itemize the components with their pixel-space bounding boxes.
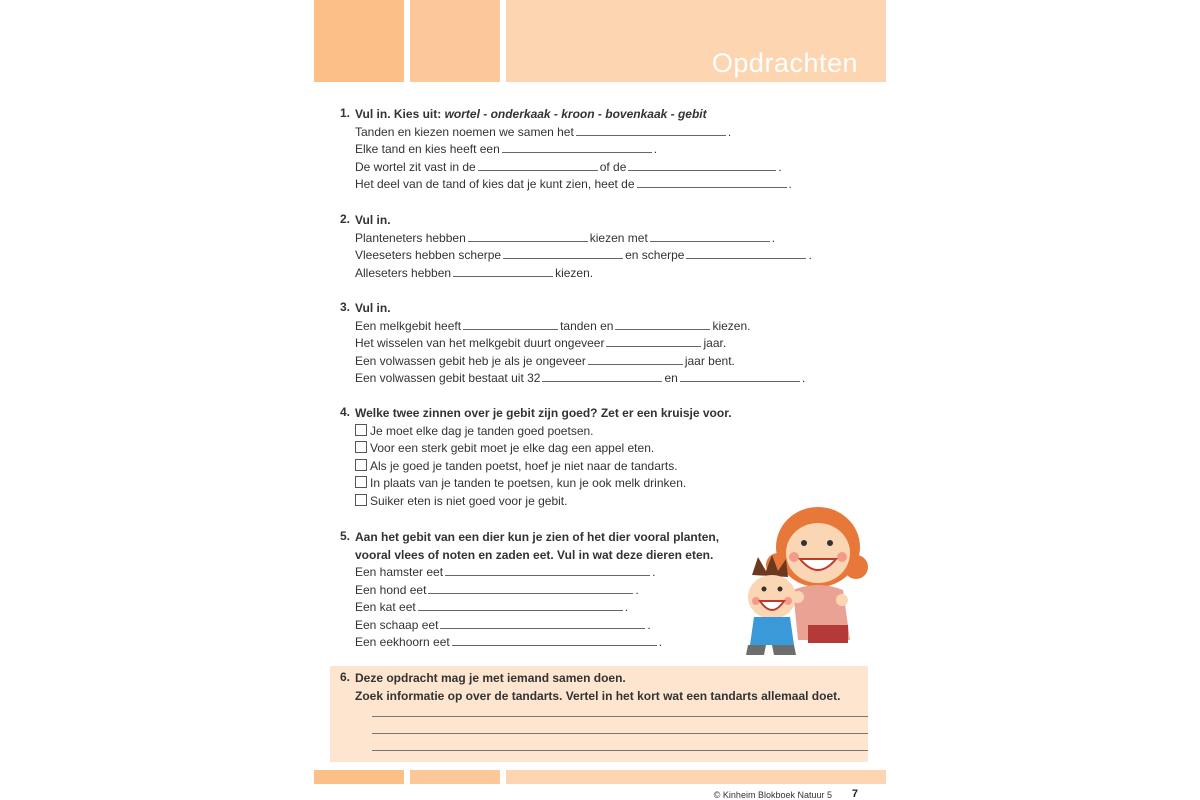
question-2 <box>340 212 812 282</box>
fill-line: Tanden en kiezen noemen we samen het . <box>355 124 732 139</box>
question-heading-line-1: Aan het gebit van een dier kun je zien of het dier vooral planten, <box>355 530 720 544</box>
checkbox[interactable] <box>355 476 367 488</box>
fill-line: Een melkgebit heeft tanden en kiezen. <box>355 318 751 333</box>
fill-line: Vleeseters hebben scherpe en scherpe . <box>355 248 812 262</box>
fill-line: Het wisselen van het melkgebit duurt ongeveer jaar. <box>355 336 727 350</box>
fill-line: Een schaap eet . <box>355 617 651 632</box>
question-heading: Vul in. <box>355 213 391 227</box>
checkbox-option: Als je goed je tanden poetst, hoef je niet naar de tandarts. <box>355 458 732 476</box>
fill-line: De wortel zit vast in de of de . <box>355 159 782 174</box>
answer-blank[interactable] <box>588 353 683 365</box>
fill-line: Een volwassen gebit heb je als je ongeveer jaar bent. <box>355 353 735 368</box>
question-number: 1. <box>340 106 351 120</box>
question-6-box <box>330 666 868 762</box>
answer-blank[interactable] <box>453 265 553 277</box>
question-number: 4. <box>340 405 351 419</box>
question-number: 3. <box>340 300 351 314</box>
question-number: 6. <box>340 670 351 684</box>
question-number: 5. <box>340 529 351 543</box>
fill-line: Het deel van de tand of kies dat je kunt zien, heet de . <box>355 177 792 191</box>
question-1 <box>340 106 792 194</box>
writing-line[interactable] <box>372 716 868 717</box>
answer-blank[interactable] <box>452 634 657 646</box>
question-6 <box>340 670 840 705</box>
question-heading-line-1: Deze opdracht mag je met iemand samen doen. <box>355 671 626 685</box>
header-block-2 <box>410 0 500 82</box>
checkbox[interactable] <box>355 494 367 506</box>
writing-line[interactable] <box>372 750 868 751</box>
answer-blank[interactable] <box>428 582 633 594</box>
question-number: 2. <box>340 212 351 226</box>
answer-blank[interactable] <box>628 159 776 171</box>
question-5 <box>340 529 719 652</box>
question-heading: Welke twee zinnen over je gebit zijn goed? Zet er een kruisje voor. <box>355 406 732 420</box>
fill-line: Planteneters hebben kiezen met . <box>355 230 776 245</box>
footer-block-2 <box>410 770 500 784</box>
answer-blank[interactable] <box>606 335 701 347</box>
checkbox-option: Voor een sterk gebit moet je elke dag een appel eten. <box>355 440 732 458</box>
answer-blank[interactable] <box>637 176 787 188</box>
word-bank: wortel - onderkaak - kroon - bovenkaak - gebit <box>444 107 707 121</box>
copyright-text: © Kinheim Blokboek Natuur 5 <box>713 790 832 800</box>
answer-blank[interactable] <box>463 318 558 330</box>
answer-blank[interactable] <box>650 230 770 242</box>
answer-blank[interactable] <box>680 370 800 382</box>
header-block-1 <box>314 0 404 82</box>
question-heading: Vul in. Kies uit: wortel - onderkaak - kroon - bovenkaak - gebit <box>355 107 707 121</box>
checkbox-option: Je moet elke dag je tanden goed poetsen. <box>355 423 732 441</box>
checkbox-option: In plaats van je tanden te poetsen, kun je ook melk drinken. <box>355 475 732 493</box>
checkbox[interactable] <box>355 424 367 436</box>
question-3 <box>340 300 805 388</box>
footer-block-1 <box>314 770 404 784</box>
answer-blank[interactable] <box>502 141 652 153</box>
checkbox-option: Suiker eten is niet goed voor je gebit. <box>355 493 732 511</box>
smiling-family-illustration <box>738 505 878 660</box>
worksheet-page <box>314 0 886 800</box>
question-4 <box>340 405 732 510</box>
answer-blank[interactable] <box>686 247 806 259</box>
answer-blank[interactable] <box>478 159 598 171</box>
fill-line: Elke tand en kies heeft een . <box>355 142 658 156</box>
checkbox[interactable] <box>355 441 367 453</box>
page-number: 7 <box>851 788 858 800</box>
footer-block-3 <box>506 770 886 784</box>
answer-blank[interactable] <box>440 617 645 629</box>
answer-blank[interactable] <box>503 247 623 259</box>
fill-line: Een volwassen gebit bestaat uit 32 en . <box>355 371 806 385</box>
fill-line: Een hond eet . <box>355 582 639 597</box>
writing-line[interactable] <box>372 733 868 734</box>
page-title: Opdrachten <box>711 48 858 78</box>
fill-line: Een kat eet . <box>355 600 629 614</box>
answer-blank[interactable] <box>468 230 588 242</box>
answer-blank[interactable] <box>576 124 726 136</box>
question-heading: Vul in. <box>355 301 391 315</box>
question-heading-line-2: vooral vlees of noten en zaden eet. Vul in wat deze dieren eten. <box>355 547 714 562</box>
checkbox[interactable] <box>355 459 367 471</box>
answer-blank[interactable] <box>445 564 650 576</box>
answer-blank[interactable] <box>418 599 623 611</box>
answer-blank[interactable] <box>542 370 662 382</box>
fill-line: Een hamster eet . <box>355 565 656 579</box>
fill-line: Alleseters hebben kiezen. <box>355 265 594 280</box>
answer-blank[interactable] <box>615 318 710 330</box>
question-heading-line-2: Zoek informatie op over de tandarts. Vertel in het kort wat een tandarts allemaal doet. <box>355 688 841 703</box>
fill-line: Een eekhoorn eet . <box>355 635 663 649</box>
